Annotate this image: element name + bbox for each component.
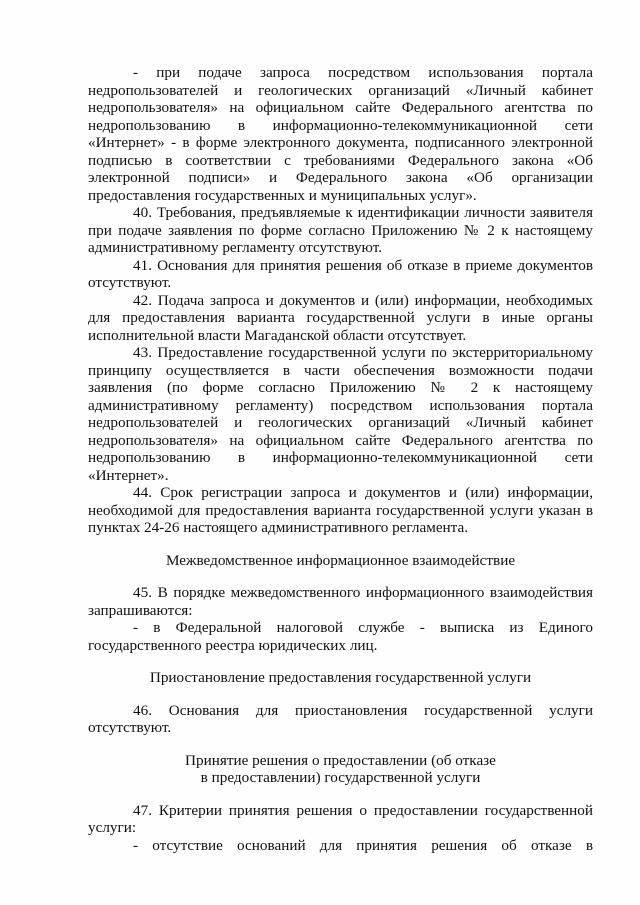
section-heading-decision-line2: в предоставлении) государственной услуги [200,769,481,786]
paragraph-43: 43. Предоставление государственной услуги по экстерриториальному принципу осуществляется в части обеспечения возможности подачи заявления (по форме согласно Приложению № 2 к настоящему административному регламенту) посредством использования портала недропользователей и геологических организаций «Личный кабинет недропользователя» на официальном сайте Федерального агентства по недропользованию в информационно-телекоммуникационной сети «Интернет». [88,344,593,484]
paragraph-47-item: - отсутствие оснований для принятия решения об отказе в [133,836,593,854]
section-heading-suspension: Приостановление предоставления государственной услуги [149,669,532,686]
paragraph-40: 40. Требования, предъявляемые к идентификации личности заявителя при подаче заявления по форме согласно Приложению № 2 к настоящему административному регламенту отсутствуют. [88,204,593,256]
paragraph-45-item: - в Федеральной налоговой службе - выписка из Единого государственного реестра юридических лиц. [88,619,593,654]
paragraph-42: 42. Подача запроса и документов и (или) информации, необходимых для предоставления варианта государственной услуги в иные органы исполнительной власти Магаданской области отсутствует. [88,291,593,344]
paragraph-intro-item: - при подаче запроса посредством использования портала недропользователей и геологических организаций «Личный кабинет недропользователя» на официальном сайте Федерального агентства по недропользованию в информационно-телекоммуникационной сети «Интернет» - в форме электронного документа, подписанного электронной подписью в соответствии с требованиями Федерального закона «Об электронной подписи» и Федерального закона «Об организации предоставления государственных и муниципальных услуг». [88,64,593,204]
paragraph-44: 44. Срок регистрации запроса и документов и (или) информации, необходимой для предоставления варианта государственной услуги указан в пунктах 24-26 настоящего административного регламента. [88,484,593,536]
document-body [88,64,593,854]
paragraph-45: 45. В порядке межведомственного информационного взаимодействия запрашиваются: [88,584,593,619]
paragraph-47: 47. Критерии принятия решения о предоставлении государственной услуги: [88,801,593,836]
paragraph-41: 41. Основания для принятия решения об отказе в приеме документов отсутствуют. [88,256,593,291]
paragraph-46: 46. Основания для приостановления государственной услуги отсутствуют. [88,701,593,736]
section-heading-interagency: Межведомственное информационное взаимодействие [165,551,516,569]
section-heading-decision-line1: Принятие решения о предоставлении (об отказе [185,751,496,769]
